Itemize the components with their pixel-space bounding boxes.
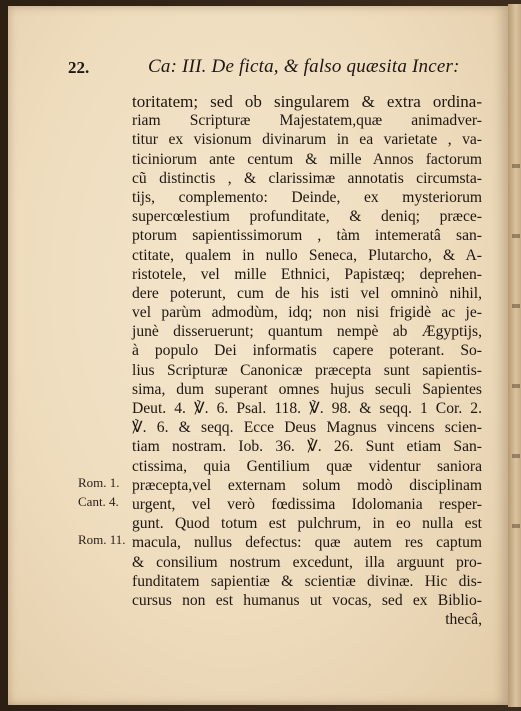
text-line: gunt. Quod totum est pulchrum, in eo nulla est [132, 515, 482, 533]
text-line: tijs, complemento: Deinde, ex mysteriorum [132, 188, 482, 206]
text-line: cũ distinctis , & clarissimæ annotatis circumsta- [132, 169, 482, 187]
text-line: junè disseruerunt; quantum nempè ab Ægyptijs, [132, 323, 482, 341]
body-text [132, 92, 482, 629]
marginal-note-cant-4: Cant. 4. [78, 494, 119, 509]
text-line: à populo Dei informatis capere poterant. So- [132, 342, 482, 360]
text-line: vel parùm admodùm, idq; non nisi frigidè ac je- [132, 304, 482, 322]
marginal-note-rom-11: Rom. 11. [78, 532, 126, 547]
text-line: lius Scripturæ Canonicæ præcepta sunt sapientis- [132, 361, 482, 379]
catchword: thecâ, [445, 611, 482, 629]
text-line: ptorum sapientissimorum , tàm intemeratâ san- [132, 227, 482, 245]
text-line: riam Scripturæ Majestatem,quæ animadver- [132, 112, 482, 130]
text-line: ristotele, vel mille Ethnici, Papistæq; deprehen- [132, 265, 482, 283]
book-page [8, 6, 508, 705]
text-line: macula, nullus defectus: quæ autem res captum [132, 534, 482, 552]
facing-page-ink [512, 384, 520, 388]
text-line: supercœlestium profunditate, & deniq; præce- [132, 208, 482, 226]
text-line: ticiniorum ante centum & mille Annos factorum [132, 150, 482, 168]
text-line: toritatem; sed ob singularem & extra ordina- [132, 92, 482, 111]
text-line: ctissima, quia Gentilium quæ videntur saniora [132, 457, 482, 475]
text-line: tiam nostram. Iob. 36. ℣. 26. Sunt etiam San- [132, 438, 482, 456]
text-line: præcepta,vel externam solum modò disciplinam [132, 476, 482, 494]
running-head-title: Ca: III. De ficta, & falso quæsita Incer: [148, 56, 460, 77]
text-line: funditatem sapientiæ & scientiæ divinæ. Hic dis- [132, 572, 482, 590]
text-line: dere poterunt, cum de his isti vel omninò nihil, [132, 284, 482, 302]
facing-page-edge [508, 4, 521, 707]
facing-page-ink [512, 304, 520, 308]
page-number: 22. [68, 58, 90, 77]
text-line: titur ex visionum divinarum in ea varietate , va- [132, 131, 482, 149]
facing-page-ink [512, 454, 520, 458]
text-line: cursus non est humanus ut vocas, sed ex Biblio- [132, 591, 482, 609]
text-line: sima, dum superant omnes hujus seculi Sapientes [132, 380, 482, 398]
running-head [68, 56, 488, 82]
text-line: ctitate, qualem in nullo Seneca, Plutarcho, & A- [132, 246, 482, 264]
text-line: urgent, vel verò fœdissima Idolomania resper- [132, 495, 482, 513]
text-line: ℣. 6. & seqq. Ecce Deus Magnus vincens scien- [132, 419, 482, 437]
facing-page-ink [512, 164, 520, 168]
facing-page-ink [512, 524, 520, 528]
text-line: Deut. 4. ℣. 6. Psal. 118. ℣. 98. & seqq. 1 Cor. 2. [132, 400, 482, 417]
text-line: & consilium nostrum excedunt, illa arguunt pro- [132, 553, 482, 571]
facing-page-ink [512, 234, 520, 238]
marginal-note-rom-1: Rom. 1. [78, 475, 120, 490]
